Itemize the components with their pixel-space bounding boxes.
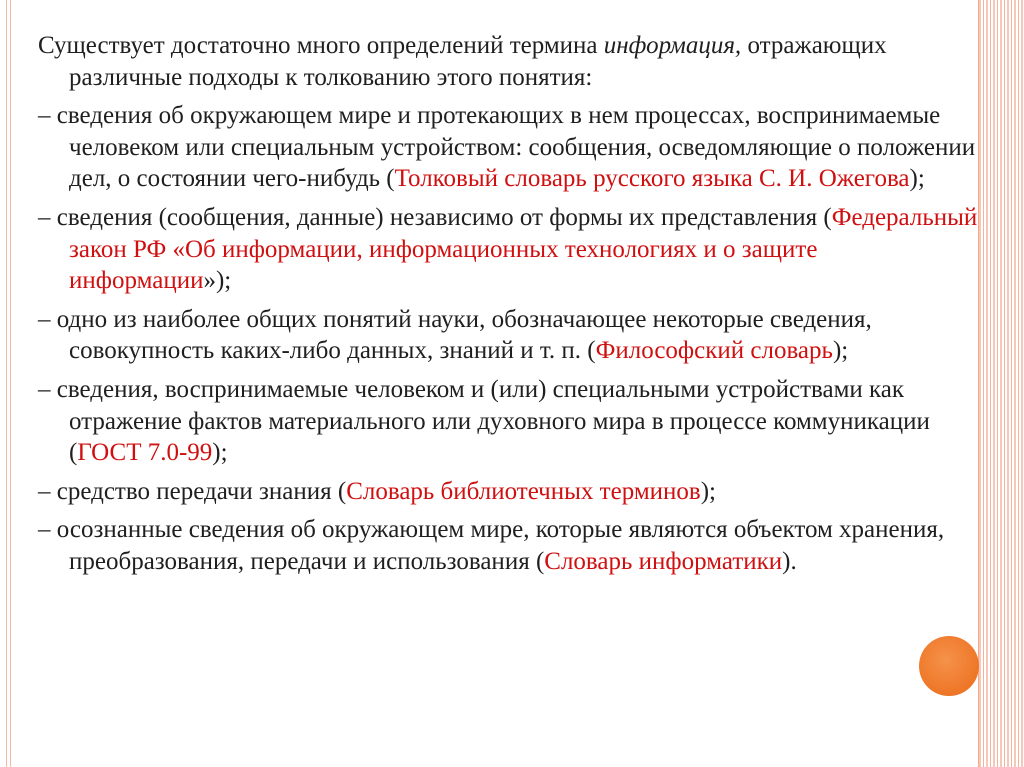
left-frame-line-inner — [10, 0, 11, 767]
intro-paragraph — [38, 30, 978, 93]
definition-item — [38, 100, 978, 195]
definition-close: ); — [832, 337, 849, 365]
definition-item — [38, 202, 978, 297]
definition-source: Философский словарь — [595, 337, 833, 365]
definition-item — [38, 304, 978, 367]
definition-item — [38, 514, 978, 577]
definition-text: – средство передачи знания ( — [38, 477, 347, 505]
definitions-text — [38, 30, 978, 585]
definition-source: Федеральный закон РФ «Об информации, информационных технологиях и о защите информации — [69, 203, 978, 295]
definition-close: ). — [782, 547, 797, 575]
definition-close: ); — [700, 477, 716, 505]
definition-source: ГОСТ 7.0-99 — [77, 439, 213, 467]
intro-term: информация, — [603, 32, 742, 59]
right-decorative-stripes — [979, 0, 1024, 767]
definition-close: »); — [203, 267, 232, 295]
definition-text: – сведения (сообщения, данные) независимо от формы их представления ( — [38, 203, 832, 231]
orange-circle-decoration — [919, 636, 979, 696]
definition-text: – осознанные сведения об окружающем мире, которые являются объектом хранения, преобразования, передачи и использования ( — [38, 516, 945, 575]
definition-text: – сведения об окружающем мире и протекающих в нем процессах, воспринимаемые человеком или специальным устройством: сообщения, осведомляющие о положении дел, о состоянии чего-нибудь ( — [38, 102, 976, 193]
definition-item — [38, 374, 978, 469]
definition-item — [38, 476, 978, 508]
definition-text: – сведения, воспринимаемые человеком и (или) специальными устройствами как отражение фактов материального или духовного мира в процессе коммуникации ( — [38, 375, 930, 467]
definition-source: Словарь информатики — [544, 547, 783, 575]
definition-close: ); — [909, 165, 925, 193]
definition-text: – одно из наиболее общих понятий науки, обозначающее некоторые сведения, совокупность каких-либо данных, знаний и т. п. ( — [38, 305, 872, 365]
definition-source: Словарь библиотечных терминов — [346, 477, 701, 505]
definition-source: Толковый словарь русского языка С. И. Ожегова — [394, 165, 910, 193]
intro-rest: отражающих различные подходы к толкованию этого понятия: — [69, 32, 887, 91]
intro-lead: Существует достаточно много определений термина — [38, 32, 604, 59]
left-frame-line — [6, 0, 7, 767]
definition-close: ); — [212, 439, 228, 467]
